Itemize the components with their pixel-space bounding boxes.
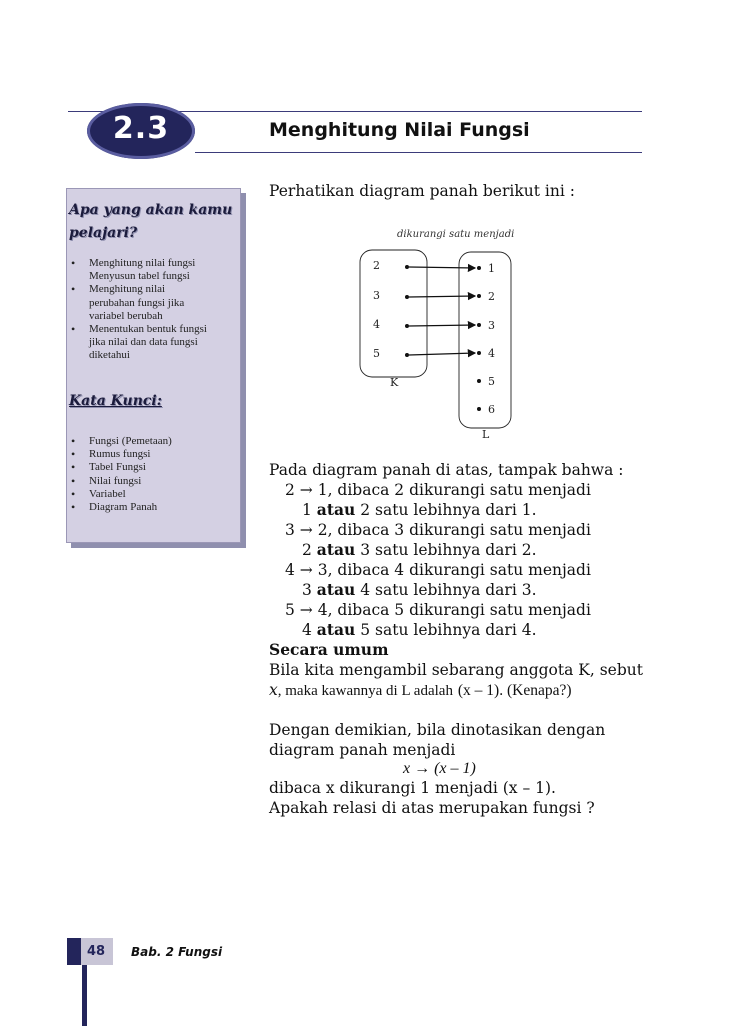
domain-label: 3 <box>373 289 380 302</box>
mapping-arrow <box>409 325 475 326</box>
page-number-badge-accent <box>67 938 81 965</box>
mapping-note: 3 atau 4 satu lebihnya dari 3. <box>302 580 537 599</box>
keywords-heading: Kata Kunci: <box>69 393 162 409</box>
diagram-caption: dikurangi satu menjadi <box>397 229 515 240</box>
objective-item: • Menghitung nilai fungsi Menyusun tabel fungsi <box>67 257 207 283</box>
set-k-label: K <box>390 376 399 389</box>
mapping-line: 3 → 2, dibaca 3 dikurangi satu menjadi <box>285 521 591 539</box>
objectives-heading-line2: pelajari? <box>69 225 138 241</box>
domain-label: 4 <box>373 318 380 331</box>
codomain-dot <box>477 379 481 383</box>
question-text: Apakah relasi di atas merupakan fungsi ? <box>269 799 595 817</box>
codomain-dot <box>477 351 481 355</box>
keyword-item: • Fungsi (Pemetaan) <box>67 435 172 448</box>
mapping-line: 4 → 3, dibaca 4 dikurangi satu menjadi <box>285 561 591 579</box>
mapping-arrow <box>409 353 475 355</box>
codomain-dot <box>477 407 481 411</box>
mapping-arrow <box>409 267 475 268</box>
codomain-dot <box>477 294 481 298</box>
codomain-label: 4 <box>488 347 495 360</box>
codomain-dot <box>477 323 481 327</box>
objectives-list <box>67 257 207 363</box>
domain-dot <box>405 265 409 269</box>
keyword-item: • Tabel Fungsi <box>67 461 172 474</box>
learning-objectives-sidebar <box>66 188 241 543</box>
codomain-label: 5 <box>488 375 495 388</box>
set-k-oval <box>360 250 427 377</box>
domain-dot <box>405 295 409 299</box>
section-number-badge <box>87 103 195 159</box>
section-title: Menghitung Nilai Fungsi <box>269 119 530 141</box>
mapping-line: 5 → 4, dibaca 5 dikurangi satu menjadi <box>285 601 591 619</box>
section-number: 2.3 <box>112 111 170 146</box>
keyword-item: • Nilai fungsi <box>67 475 172 488</box>
objectives-heading-line1: Apa yang akan kamu <box>69 202 233 218</box>
codomain-label: 6 <box>488 403 495 416</box>
intro-text: Perhatikan diagram panah berikut ini : <box>269 182 575 200</box>
general-heading: Secara umum <box>269 640 389 659</box>
chapter-label: Bab. 2 Fungsi <box>131 945 223 959</box>
explanation-lead: Pada diagram panah di atas, tampak bahwa : <box>269 461 624 479</box>
set-l-oval <box>459 252 511 428</box>
notation-line1: Dengan demikian, bila dinotasikan dengan <box>269 721 606 739</box>
codomain-label: 1 <box>488 262 495 275</box>
notation-line3: dibaca x dikurangi 1 menjadi (x – 1). <box>269 779 556 797</box>
mapping-note: 2 atau 3 satu lebihnya dari 2. <box>302 540 537 559</box>
page-number: 48 <box>87 944 106 959</box>
objective-item: • Menghitung nilai perubahan fungsi jika variabel berubah <box>67 283 207 323</box>
general-line1: Bila kita mengambil sebarang anggota K, sebut <box>269 661 643 679</box>
objective-item: • Menentukan bentuk fungsi jika nilai dan data fungsi diketahui <box>67 323 207 363</box>
domain-label: 5 <box>373 347 380 360</box>
mapping-arrow <box>409 296 475 297</box>
notation-line2: diagram panah menjadi <box>269 741 456 759</box>
mapping-line: 2 → 1, dibaca 2 dikurangi satu menjadi <box>285 481 591 499</box>
codomain-dot <box>477 266 481 270</box>
codomain-label: 2 <box>488 290 495 303</box>
domain-dot <box>405 324 409 328</box>
codomain-label: 3 <box>488 319 495 332</box>
set-l-label: L <box>482 428 490 441</box>
arrow-diagram <box>355 245 525 445</box>
keywords-list <box>67 435 172 514</box>
notation-formula: x → (x – 1) <box>403 760 476 777</box>
header-rule-bottom <box>195 152 642 153</box>
mapping-note: 4 atau 5 satu lebihnya dari 4. <box>302 620 537 639</box>
general-line2: x, maka kawannya di L adalah (x – 1). (Kenapa?) <box>269 681 572 699</box>
mapping-note: 1 atau 2 satu lebihnya dari 1. <box>302 500 537 519</box>
domain-label: 2 <box>373 259 380 272</box>
domain-dot <box>405 353 409 357</box>
keyword-item: • Diagram Panah <box>67 501 172 514</box>
keyword-item: • Variabel <box>67 488 172 501</box>
keyword-item: • Rumus fungsi <box>67 448 172 461</box>
